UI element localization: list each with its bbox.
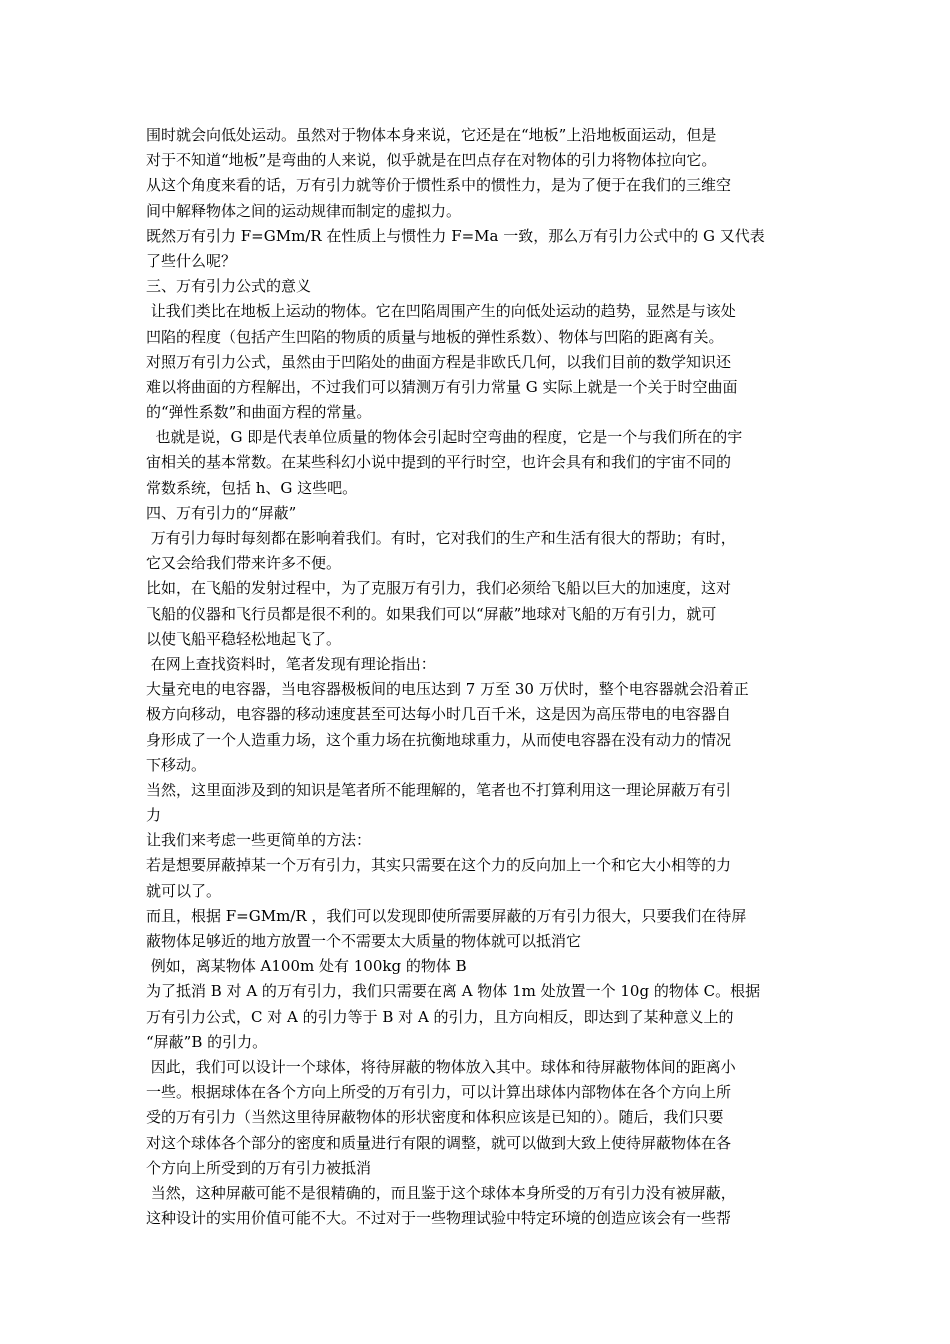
document-body: [146, 123, 806, 1231]
text-line: 若是想要屏蔽掉某一个万有引力，其实只需要在这个力的反向加上一个和它大小相等的力: [146, 856, 732, 875]
text-line: 受的万有引力（当然这里待屏蔽物体的形状密度和体积应该是已知的）。随后，我们只要: [146, 1108, 724, 1127]
text-line: 例如，离某物体 A100m 处有 100kg 的物体 B: [146, 957, 467, 976]
text-line: 在网上查找资料时，笔者发现有理论指出：: [146, 654, 436, 673]
text-line: 身形成了一个人造重力场，这个重力场在抗衡地球重力，从而使电容器在没有动力的情况: [146, 730, 732, 749]
text-line: 一些。根据球体在各个方向上所受的万有引力，可以计算出球体内部物体在各个方向上所: [146, 1083, 732, 1102]
text-line: 大量充电的电容器，当电容器极板间的电压达到 7 万至 30 万伏时，整个电容器就会沿着正: [146, 680, 749, 699]
text-line: 宙相关的基本常数。在某些科幻小说中提到的平行时空，也许会具有和我们的宇宙不同的: [146, 453, 732, 472]
text-line: 也就是说，G 即是代表单位质量的物体会引起时空弯曲的程度，它是一个与我们所在的宇: [146, 428, 743, 447]
text-line: 四、万有引力的“屏蔽”: [146, 503, 297, 522]
text-line: 它又会给我们带来许多不便。: [146, 554, 342, 573]
text-line: 难以将曲面的方程解出，不过我们可以猜测万有引力常量 G 实际上就是一个关于时空曲面: [146, 377, 738, 396]
text-line: 当然，这种屏蔽可能不是很精确的，而且鉴于这个球体本身所受的万有引力没有被屏蔽，: [146, 1183, 736, 1202]
text-line: 对照万有引力公式，虽然由于凹陷处的曲面方程是非欧氏几何，以我们目前的数学知识还: [146, 352, 732, 371]
text-line: 力: [146, 806, 162, 825]
text-line: 下移动。: [146, 755, 207, 774]
text-line: 了些什么呢？: [146, 251, 237, 270]
text-line: 让我们类比在地板上运动的物体。它在凹陷周围产生的向低处运动的趋势，显然是与该处: [146, 302, 736, 321]
text-line: 万有引力每时每刻都在影响着我们。有时，它对我们的生产和生活有很大的帮助；有时，: [146, 529, 736, 547]
text-line: 对于不知道“地板”是弯曲的人来说，似乎就是在凹点存在对物体的引力将物体拉向它。: [146, 151, 717, 170]
text-line: “屏蔽”B 的引力。: [146, 1032, 268, 1051]
text-line: 常数系统，包括 h、G 这些吧。: [146, 478, 358, 497]
text-line: 凹陷的程度（包括产生凹陷的物质的质量与地板的弹性系数）、物体与凹陷的距离有关。: [146, 327, 724, 346]
text-line: 对这个球体各个部分的密度和质量进行有限的调整，就可以做到大致上使待屏蔽物体在各: [146, 1133, 732, 1152]
document-text: [146, 123, 806, 1231]
text-line: 万有引力公式，C 对 A 的引力等于 B 对 A 的引力，且方向相反，即达到了某种意义上的: [146, 1007, 734, 1026]
text-line: 既然万有引力 F=GMm/R 在性质上与惯性力 F=Ma 一致，那么万有引力公式中的 G 又代表: [146, 226, 765, 245]
text-line: 个方向上所受到的万有引力被抵消: [146, 1158, 372, 1177]
text-line: 比如，在飞船的发射过程中，为了克服万有引力，我们必须给飞船以巨大的加速度，这对: [146, 579, 732, 598]
text-line: 三、万有引力公式的意义: [146, 277, 312, 296]
text-line: 以使飞船平稳轻松地起飞了。: [146, 629, 342, 648]
text-line: 就可以了。: [146, 881, 222, 900]
text-line: 飞船的仪器和飞行员都是很不利的。如果我们可以“屏蔽”地球对飞船的万有引力，就可: [146, 604, 717, 623]
text-line: 从这个角度来看的话，万有引力就等价于惯性系中的惯性力，是为了便于在我们的三维空: [146, 176, 732, 195]
text-line: 而且，根据 F=GMm/R ，我们可以发现即使所需要屏蔽的万有引力很大，只要我们在待屏: [146, 906, 747, 925]
text-line: 间中解释物体之间的运动规律而制定的虚拟力。: [146, 201, 462, 220]
text-line: 极方向移动，电容器的移动速度甚至可达每小时几百千米，这是因为高压带电的电容器自: [146, 705, 732, 724]
text-line: 蔽物体足够近的地方放置一个不需要太大质量的物体就可以抵消它: [146, 932, 582, 950]
text-line: 当然，这里面涉及到的知识是笔者所不能理解的，笔者也不打算利用这一理论屏蔽万有引: [146, 780, 732, 799]
text-line: 为了抵消 B 对 A 的万有引力，我们只需要在离 A 物体 1m 处放置一个 10g 的物体 C。根据: [146, 982, 761, 1001]
text-line: 这种设计的实用价值可能不大。不过对于一些物理试验中特定环境的创造应该会有一些帮: [146, 1209, 732, 1228]
text-line: 因此，我们可以设计一个球体，将待屏蔽的物体放入其中。球体和待屏蔽物体间的距离小: [146, 1057, 736, 1076]
text-line: 的“弹性系数”和曲面方程的常量。: [146, 403, 372, 422]
text-line: 围时就会向低处运动。虽然对于物体本身来说，它还是在“地板”上沿地板面运动，但是: [146, 126, 717, 144]
text-line: 让我们来考虑一些更简单的方法：: [146, 831, 372, 850]
